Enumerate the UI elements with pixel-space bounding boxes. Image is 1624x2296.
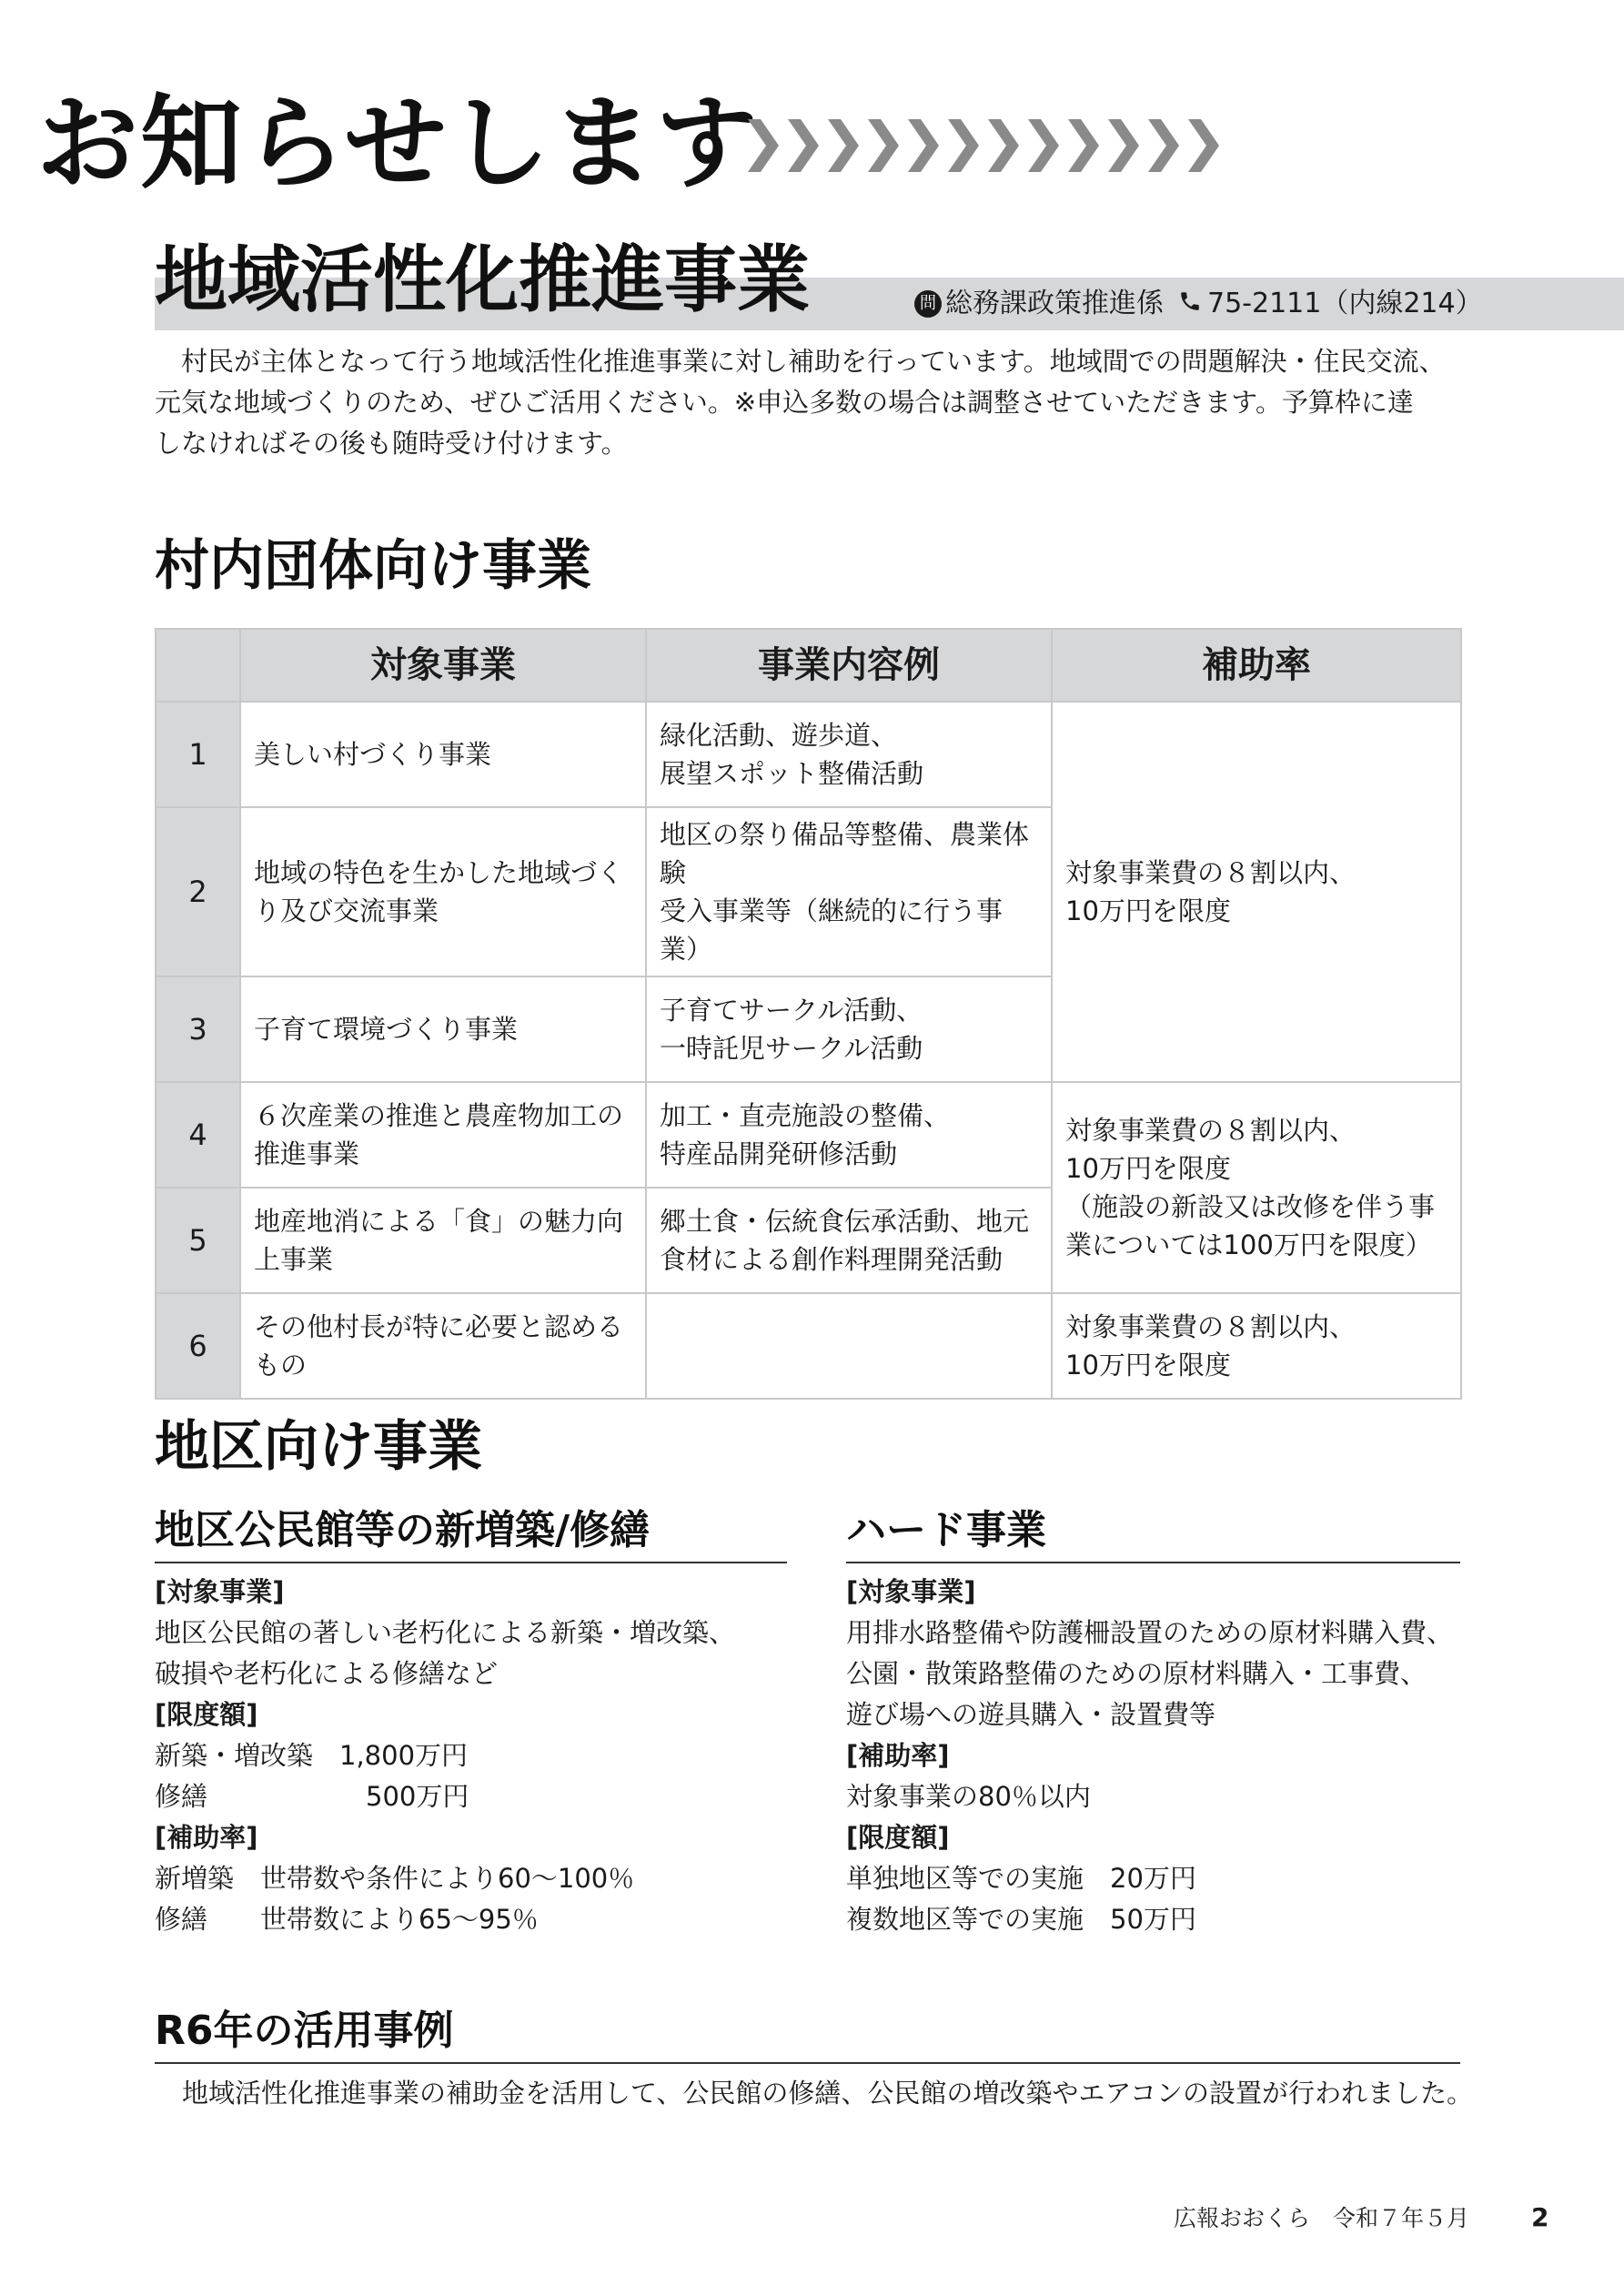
text-line: 破損や老朽化による修繕など <box>155 1658 499 1689</box>
chevron-right-icon <box>1185 114 1221 177</box>
cell-line: 対象事業費の８割以内、 <box>1065 1311 1357 1342</box>
cell-line: 地域の特色を生かした地域づく <box>254 857 624 888</box>
label: [限度額] <box>846 1822 950 1853</box>
cell-line: 10万円を限度 <box>1065 1153 1231 1184</box>
text-line: 複数地区等での実施 50万円 <box>846 1904 1196 1935</box>
text-line: 遊び場への遊具購入・設置費等 <box>846 1699 1216 1730</box>
chevron-right-icon <box>904 114 941 177</box>
row-number: 3 <box>156 976 240 1082</box>
text-line: 公園・散策路整備のための原材料購入・工事費、 <box>846 1658 1427 1689</box>
chevron-right-icon <box>1145 114 1181 177</box>
label: [対象事業] <box>846 1576 976 1607</box>
page-title: お知らせします <box>36 85 760 203</box>
chevron-right-icon <box>824 114 861 177</box>
hall-rule <box>155 1562 787 1563</box>
chevron-right-icon <box>784 114 821 177</box>
table-header-row <box>156 629 1461 702</box>
cell-line: 地区の祭り備品等整備、農業体験 <box>660 819 1030 888</box>
chevron-right-icon <box>864 114 901 177</box>
table-row <box>156 1082 1461 1188</box>
target-cell <box>240 1082 646 1188</box>
label: [補助率] <box>155 1822 258 1853</box>
inquiry-icon: 問 <box>914 290 942 318</box>
text-line: 地区公民館の著しい老朽化による新築・増改築、 <box>155 1617 736 1648</box>
text-line: 新増築 世帯数や条件により60～100％ <box>155 1863 635 1894</box>
text-line: 用排水路整備や防護柵設置のための原材料購入費、 <box>846 1617 1454 1648</box>
hard-title: ハード事業 <box>846 1507 1046 1553</box>
target-cell <box>240 807 646 976</box>
content-cell <box>646 1293 1052 1399</box>
cell-line: り及び交流事業 <box>254 895 439 926</box>
cell-line: その他村長が特に必要と認める <box>254 1311 624 1342</box>
cell-line: 10万円を限度 <box>1065 1350 1231 1381</box>
chevron-right-icon <box>984 114 1021 177</box>
cell-line: 一時託児サークル活動 <box>660 1033 923 1064</box>
row-number: 2 <box>156 807 240 976</box>
chevron-decoration <box>744 114 1221 187</box>
text-line: 修繕 500万円 <box>155 1781 469 1812</box>
cell-line: 対象事業費の８割以内、 <box>1065 857 1357 888</box>
rate-cell <box>1052 702 1461 1082</box>
cell-line: 子育て環境づくり事業 <box>254 1014 519 1045</box>
cell-line: 業については100万円を限度） <box>1065 1229 1432 1260</box>
table-header-corner <box>156 629 240 702</box>
contact-phone: 75-2111（内線214） <box>1207 288 1483 319</box>
text-line: 対象事業の80％以内 <box>846 1781 1091 1812</box>
page-number: 2 <box>1531 2202 1549 2232</box>
section-title: 地域活性化推進事業 <box>155 238 810 322</box>
hard-block <box>846 1572 1453 1940</box>
content-cell <box>646 1082 1052 1188</box>
content-cell <box>646 702 1052 807</box>
intro-line: 元気な地域づくりのため、ぜひご活用ください。※申込多数の場合は調整させていただきます。予算枠に達 <box>155 387 1414 418</box>
content-cell <box>646 1188 1052 1293</box>
cell-line: 展望スポット整備活動 <box>660 758 924 789</box>
hard-rule <box>846 1562 1460 1563</box>
cell-line: 対象事業費の８割以内、 <box>1065 1115 1357 1146</box>
chevron-right-icon <box>944 114 981 177</box>
table-header: 対象事業 <box>240 629 646 702</box>
cell-line: 地産地消による「食」の魅力向 <box>254 1206 624 1237</box>
village-groups-heading: 村内団体向け事業 <box>155 534 591 598</box>
text-line: 修繕 世帯数により65～95％ <box>155 1904 539 1935</box>
table-row <box>156 702 1461 807</box>
intro-paragraph <box>155 341 1483 464</box>
table-header: 事業内容例 <box>646 629 1052 702</box>
cell-line: ６次産業の推進と農産物加工の <box>254 1100 624 1131</box>
cell-line: （施設の新設又は改修を伴う事 <box>1065 1191 1436 1222</box>
r6-rule <box>155 2062 1460 2064</box>
table-row <box>156 1293 1461 1399</box>
label: [限度額] <box>155 1699 258 1730</box>
cell-line: 加工・直売施設の整備、 <box>660 1100 951 1131</box>
cell-line: 受入事業等（継続的に行う事業） <box>660 895 1004 965</box>
rate-cell <box>1052 1293 1461 1399</box>
intro-line: 村民が主体となって行う地域活性化推進事業に対し補助を行っています。地域間での問題解決・住民交流、 <box>155 346 1446 377</box>
target-cell <box>240 702 646 807</box>
cell-line: 特産品開発研修活動 <box>660 1138 898 1169</box>
cell-line: 美しい村づくり事業 <box>254 739 492 770</box>
table-header: 補助率 <box>1052 629 1461 702</box>
phone-icon <box>1178 289 1202 319</box>
intro-line: しなければその後も随時受け付けます。 <box>155 428 628 459</box>
label: [補助率] <box>846 1740 950 1771</box>
contact-dept: 総務課政策推進係 <box>945 288 1164 319</box>
target-cell <box>240 1188 646 1293</box>
cell-line: 推進事業 <box>254 1138 360 1169</box>
chevron-right-icon <box>1064 114 1101 177</box>
cell-line: 上事業 <box>254 1244 334 1275</box>
content-cell <box>646 976 1052 1082</box>
cell-line: 10万円を限度 <box>1065 895 1231 926</box>
chevron-right-icon <box>1105 114 1141 177</box>
cell-line: もの <box>254 1350 308 1381</box>
district-heading: 地区向け事業 <box>155 1415 482 1479</box>
cell-line: 子育てサークル活動、 <box>660 995 923 1026</box>
content-cell <box>646 807 1052 976</box>
cell-line: 緑化活動、遊歩道、 <box>660 720 898 751</box>
village-groups-table <box>155 628 1462 1400</box>
target-cell <box>240 1293 646 1399</box>
hall-title: 地区公民館等の新増築/修繕 <box>155 1507 651 1553</box>
row-number: 1 <box>156 702 240 807</box>
rate-cell <box>1052 1082 1461 1293</box>
r6-text: 地域活性化推進事業の補助金を活用して、公民館の修繕、公民館の増改築やエアコンの設置が行われました。 <box>182 2078 1473 2109</box>
cell-line: 食材による創作料理開発活動 <box>660 1244 1004 1275</box>
text-line: 単独地区等での実施 20万円 <box>846 1863 1196 1894</box>
r6-title: R6年の活用事例 <box>155 2008 454 2054</box>
hall-block <box>155 1572 735 1940</box>
contact-info <box>914 289 1483 319</box>
chevron-right-icon <box>1024 114 1061 177</box>
row-number: 6 <box>156 1293 240 1399</box>
row-number: 4 <box>156 1082 240 1188</box>
row-number: 5 <box>156 1188 240 1293</box>
cell-line: 郷土食・伝統食伝承活動、地元 <box>660 1206 1030 1237</box>
target-cell <box>240 976 646 1082</box>
publication-footer: 広報おおくら 令和７年５月 <box>1174 2205 1470 2231</box>
label: [対象事業] <box>155 1576 285 1607</box>
chevron-right-icon <box>744 114 781 177</box>
text-line: 新築・増改築 1,800万円 <box>155 1740 469 1771</box>
